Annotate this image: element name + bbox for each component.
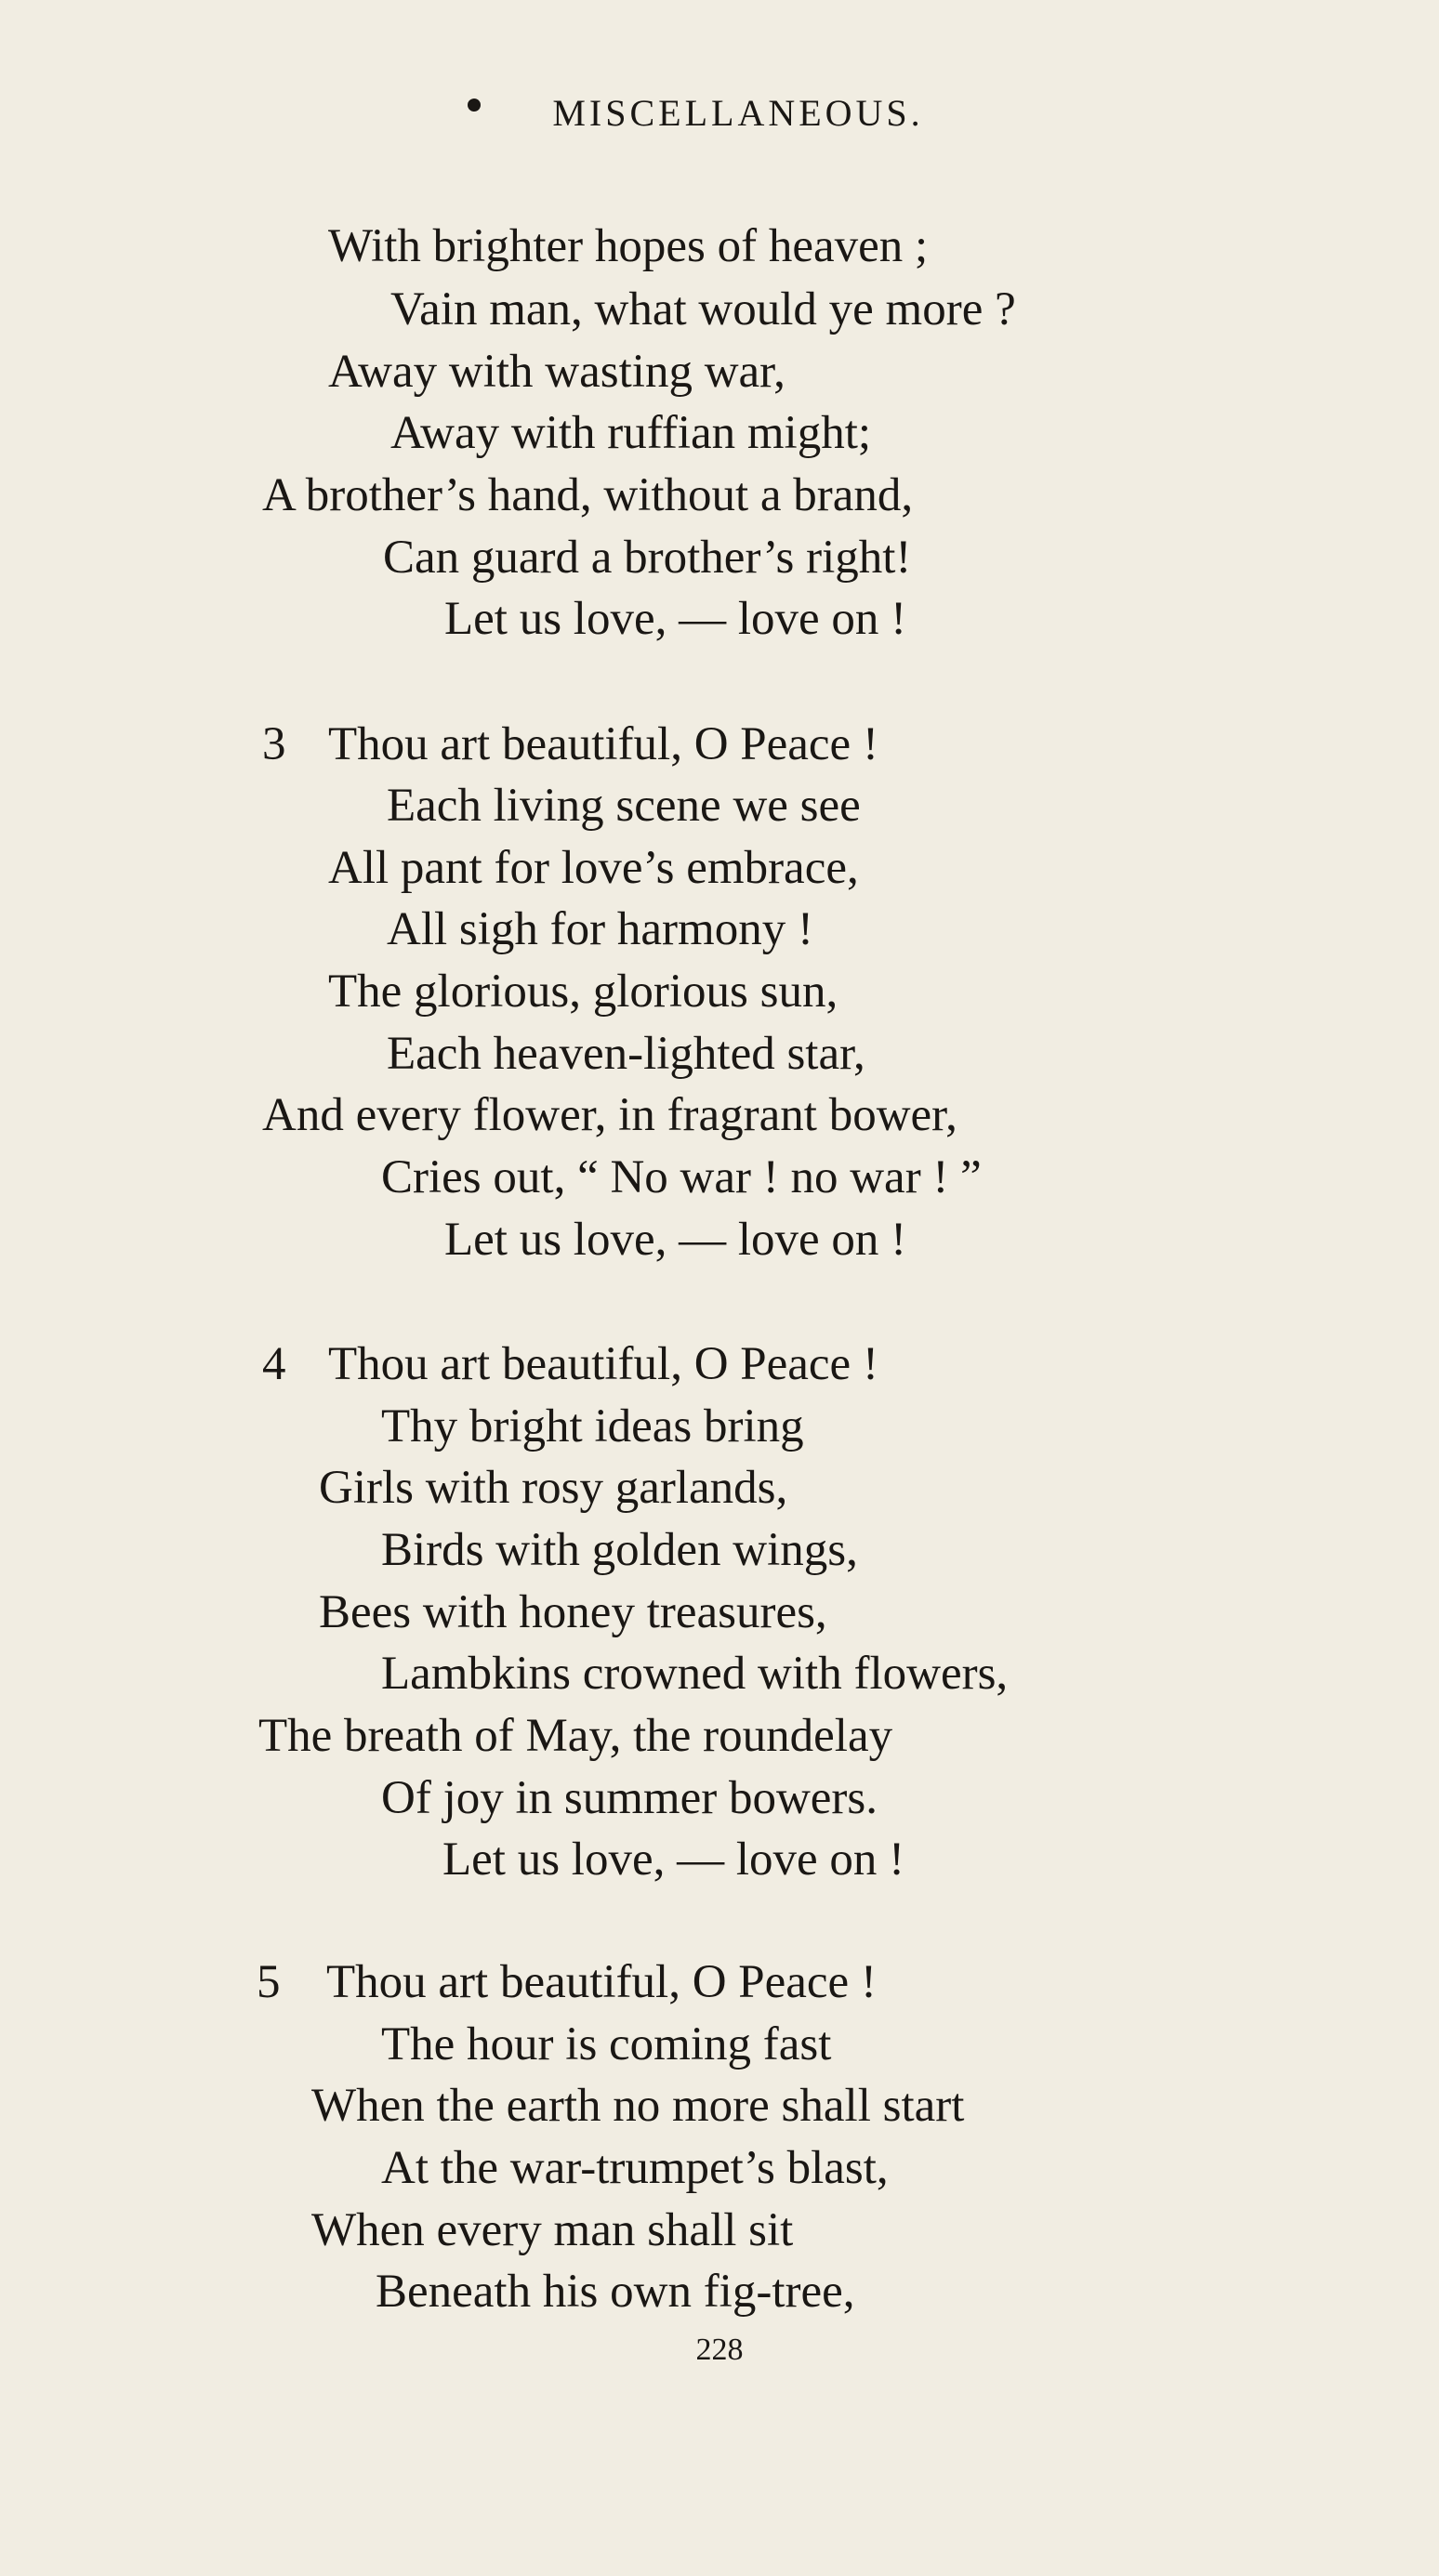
verse-line: A brother’s hand, without a brand, — [262, 469, 914, 521]
verse-line: Let us love, — love on ! — [444, 593, 907, 645]
verse-line: And every flower, in fragrant bower, — [262, 1089, 957, 1141]
verse-line: The hour is coming fast — [381, 2018, 832, 2070]
page-number: 228 — [695, 2333, 744, 2367]
verse-line: Can guard a brother’s right! — [383, 532, 912, 584]
verse-line: Let us love, — love on ! — [444, 1214, 907, 1266]
stanza-number: 4 — [262, 1338, 286, 1390]
verse-line: Thou art beautiful, O Peace ! — [328, 718, 878, 770]
header-title: MISCELLANEOUS. — [552, 92, 924, 134]
verse-line: Beneath his own fig-tree, — [376, 2266, 855, 2318]
verse-line: When the earth no more shall start — [311, 2080, 965, 2132]
verse-line: All pant for love’s embrace, — [328, 842, 859, 894]
stanza-number: 5 — [257, 1956, 281, 2008]
verse-line: Thou art beautiful, O Peace ! — [328, 1338, 878, 1390]
stanza-number: 3 — [262, 718, 286, 770]
verse-line: All sigh for harmony ! — [387, 903, 813, 955]
verse-line: Away with ruffian might; — [390, 407, 872, 459]
verse-line: Girls with rosy garlands, — [319, 1462, 788, 1514]
verse-line: With brighter hopes of heaven ; — [328, 220, 929, 272]
running-header — [0, 92, 1439, 134]
verse-line: Lambkins crowned with flowers, — [381, 1648, 1009, 1700]
verse-line: The glorious, glorious sun, — [328, 966, 838, 1018]
verse-line: Of joy in summer bowers. — [381, 1772, 878, 1824]
header-bullet-icon — [468, 99, 481, 112]
verse-line: Cries out, “ No war ! no war ! ” — [381, 1151, 982, 1203]
verse-line: Away with wasting war, — [328, 346, 786, 398]
verse-line: Thou art beautiful, O Peace ! — [326, 1956, 877, 2008]
verse-line: Birds with golden wings, — [381, 1524, 858, 1576]
verse-line: Each living scene we see — [387, 780, 861, 832]
verse-line: Bees with honey treasures, — [319, 1586, 827, 1638]
verse-line: Let us love, — love on ! — [442, 1833, 905, 1886]
verse-line: When every man shall sit — [311, 2204, 794, 2256]
verse-line: Vain man, what would ye more ? — [390, 283, 1016, 335]
verse-line: At the war-trumpet’s blast, — [381, 2142, 889, 2194]
verse-line: Each heaven-lighted star, — [387, 1028, 865, 1080]
verse-line: The breath of May, the roundelay — [258, 1710, 893, 1762]
verse-line: Thy bright ideas bring — [381, 1400, 804, 1452]
